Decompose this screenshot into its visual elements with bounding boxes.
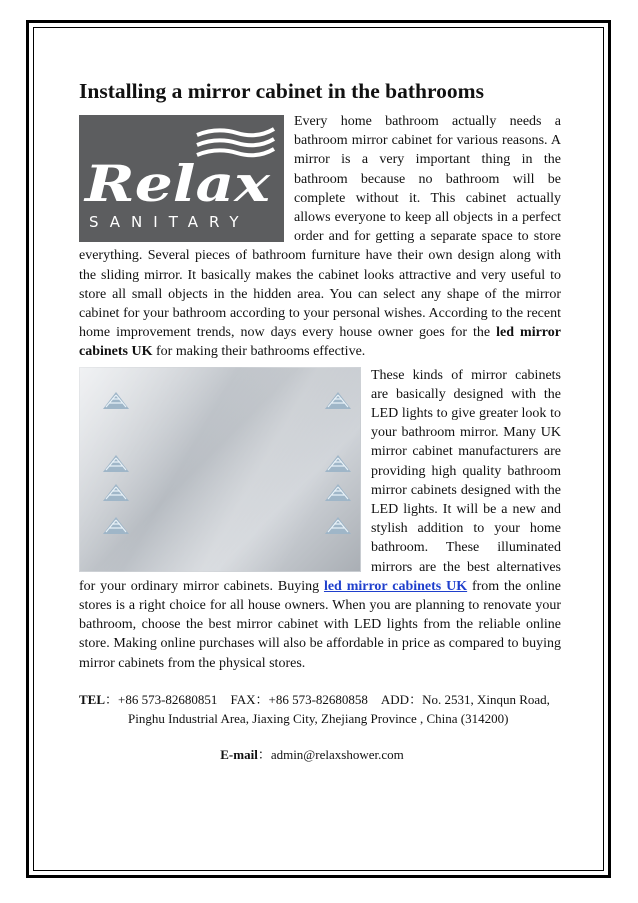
contact-address-line-2: Pinghu Industrial Area, Jiaxing City, Zhejiang Province , China (314200) [128, 711, 509, 726]
email-value: ：admin@relaxshower.com [257, 747, 404, 762]
fax-label: FAX [230, 692, 256, 707]
led-light-icon [101, 483, 131, 503]
fax-value: ：+86 573-82680858 [255, 692, 368, 707]
led-mirror-cabinets-link[interactable]: led mirror cabinets UK [323, 578, 468, 594]
article-title: Installing a mirror cabinet in the bathrooms [79, 79, 484, 103]
led-light-icon [323, 483, 353, 503]
led-light-icon [101, 454, 131, 474]
article [79, 78, 561, 673]
relax-sanitary-logo [79, 115, 284, 242]
logo-brand-text: Relax [82, 154, 272, 213]
paragraph-1: Every home bathroom actually needs a bathroom mirror cabinet for various reasons. A mirror is a very important thing in the bathroom because no bathroom will be complete without it. This cabinet actually allows everyone to keep all objects in a perfect order and for getting a separate space to store everything. Several pieces of bathroom furniture have their own design along with the sliding mirror. It basically makes the cabinet looks attractive and very useful to store all small objects in the hidden area. You can select any shape of the mirror cabinet for your bathroom according to your personal wishes. According to the recent home improvement trends, now days every house owner goes for the led mirror cabinets UK for making their bathrooms effective. [79, 114, 561, 360]
contact-email-line [79, 745, 561, 764]
paragraph-2: These kinds of mirror cabinets are basically designed with the LED lights to give greater look to your bathroom mirror. Many UK mirror cabinet manufacturers are providing high quality bathroom mirror cabinets designed with the LED lights. It will be a new and stylish addition to your home bathroom. These illuminated mirrors are the best alternatives for your ordinary mirror cabinets. Buying led mirror cabinets UK from the online stores is a right choice for all house owners. When you are planning to renovate your bathroom, choose the best mirror cabinet with LED lights from the reliable online store. Making online purchases will also be affordable in price as compared to buying mirror cabinets from the physical stores. [79, 367, 562, 671]
contact-block [79, 690, 561, 764]
led-mirror-image [79, 367, 361, 572]
led-light-icon [101, 516, 131, 536]
add-label: ADD [380, 692, 410, 707]
tel-label: TEL [79, 692, 106, 707]
contact-line-1 [79, 690, 561, 709]
logo-graphic [79, 115, 284, 242]
led-light-icon [323, 454, 353, 474]
add-value: ：No. 2531, Xinqun Road, [409, 692, 550, 707]
logo-sub-text: SANITARY [89, 213, 250, 231]
led-light-icon [101, 391, 131, 411]
tel-value: ：+86 573-82680851 [105, 692, 218, 707]
led-light-icon [323, 516, 353, 536]
led-light-icon [323, 391, 353, 411]
keyword-bold: led mirror cabinets UK [79, 325, 561, 360]
email-label: E-mail [220, 747, 258, 762]
